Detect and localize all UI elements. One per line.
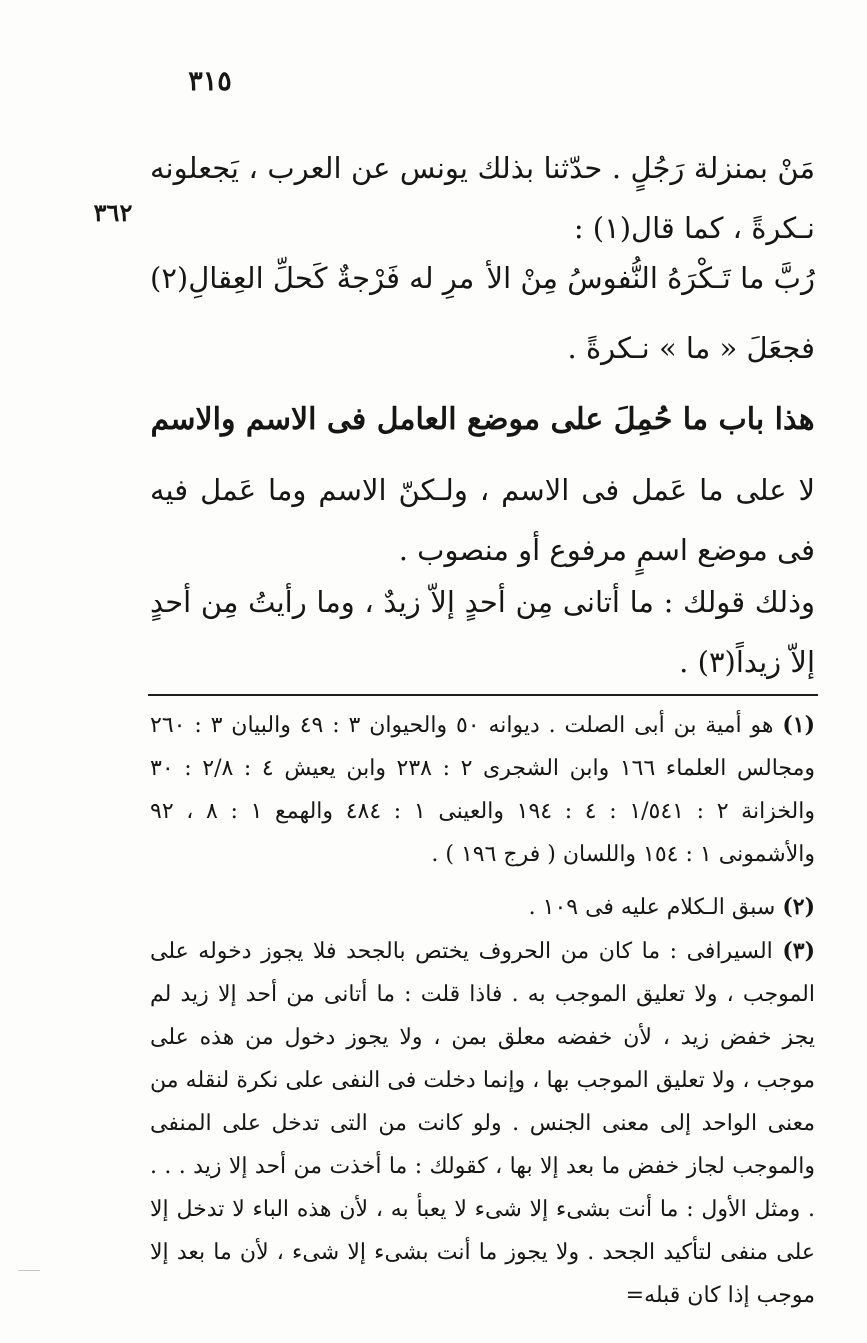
poetry-verse bbox=[150, 250, 815, 306]
margin-mark bbox=[18, 1270, 40, 1271]
footnote-separator bbox=[148, 694, 818, 696]
verse-first-hemistich: رُبَّ ما تَـكْرَهُ النُّفوسُ مِنْ الأ bbox=[486, 261, 815, 295]
footnote-3-text: السيرافى : ما كان من الحروف يختص بالجحد فلا يجوز دخوله على الموجب ، ولا تعليق الموجب به . فاذا قلت : ما أتانى من أحد إلا زيد لم يجز خفض زيد ، لأن خفضه معلق بمن ، ولا يجوز دخول من هذه على موجب ، ولا تعليق الموجب بها ، وإنما دخلت فى النفى على نكرة لنقله من معنى الواحد إلى معنى الجنس . ولو كانت من التى تدخل على المنفى والموجب لجاز خفض ما بعد إلا بها ، كقولك : ما أخذت من أحد إلا زيد . . . . ومثل الأول : ما أنت بشىء إلا شىء لا يعبأ به ، لأن هذه الباء لا تدخل إلا على منفى لتأكيد الجحد . ولا يجوز ما أنت بشىء إلا شىء ، لأن ما بعد إلا موجب إذا كان قبله= bbox=[150, 939, 815, 1308]
footnote-3 bbox=[150, 930, 815, 1317]
footnote-2 bbox=[150, 886, 815, 929]
chapter-heading: هذا باب ما حُمِلَ على موضع العامل فى الاسم والاسم bbox=[150, 402, 815, 437]
paragraph-intro: مَنْ بمنزلة رَجُلٍ . حدّثنا بذلك يونس عن العرب ، يَجعلونه نـكرةً ، كما قال(١) : bbox=[150, 151, 815, 245]
footnote-2-text: سبق الـكلام عليه فى ١٠٩ . bbox=[528, 895, 776, 920]
footnote-1 bbox=[150, 704, 815, 876]
footnote-1-number: (١) bbox=[782, 712, 816, 738]
verse-second-hemistich: مرِ له فَرْجةٌ كَحلِّ العِقالِ(٢) bbox=[150, 261, 475, 295]
footnote-3-number: (٣) bbox=[782, 938, 815, 964]
paragraph-chapter-intro: لا على ما عَمل فى الاسم ، ولـكنّ الاسم وما عَمل فيه فى موضع اسمٍ مرفوع أو منصوب . bbox=[150, 473, 815, 567]
margin-reference-number: ٣٦٢ bbox=[93, 198, 133, 227]
footnote-2-number: (٢) bbox=[782, 894, 815, 920]
page-number: ٣١٥ bbox=[188, 66, 232, 97]
paragraph-example: وذلك قولك : ما أتانى مِن أحدٍ إلاّ زيدٌ ، وما رأيتُ مِن أحدٍ إلاّ زيداً(٣) . bbox=[150, 585, 815, 679]
paragraph-verse-comment: فجعَلَ « ما » نـكرةً . bbox=[567, 331, 815, 365]
footnote-1-text: هو أمية بن أبى الصلت . ديوانه ٥٠ والحيوان ٣ : ٤٩ والبيان ٣ : ٢٦٠ ومجالس العلماء ١٦٦ وابن الشجرى ٢ : ٢٣٨ وابن يعيش ٤ : ٢/٨ : ٣٠ والخزانة ٢ : ١/٥٤١ : ٤ : ١٩٤ والعينى ١ : ٤٨٤ والهمع ١ : ٨ ، ٩٢ والأشمونى ١ : ١٥٤ واللسان ( فرج ١٩٦ ) . bbox=[150, 713, 816, 867]
